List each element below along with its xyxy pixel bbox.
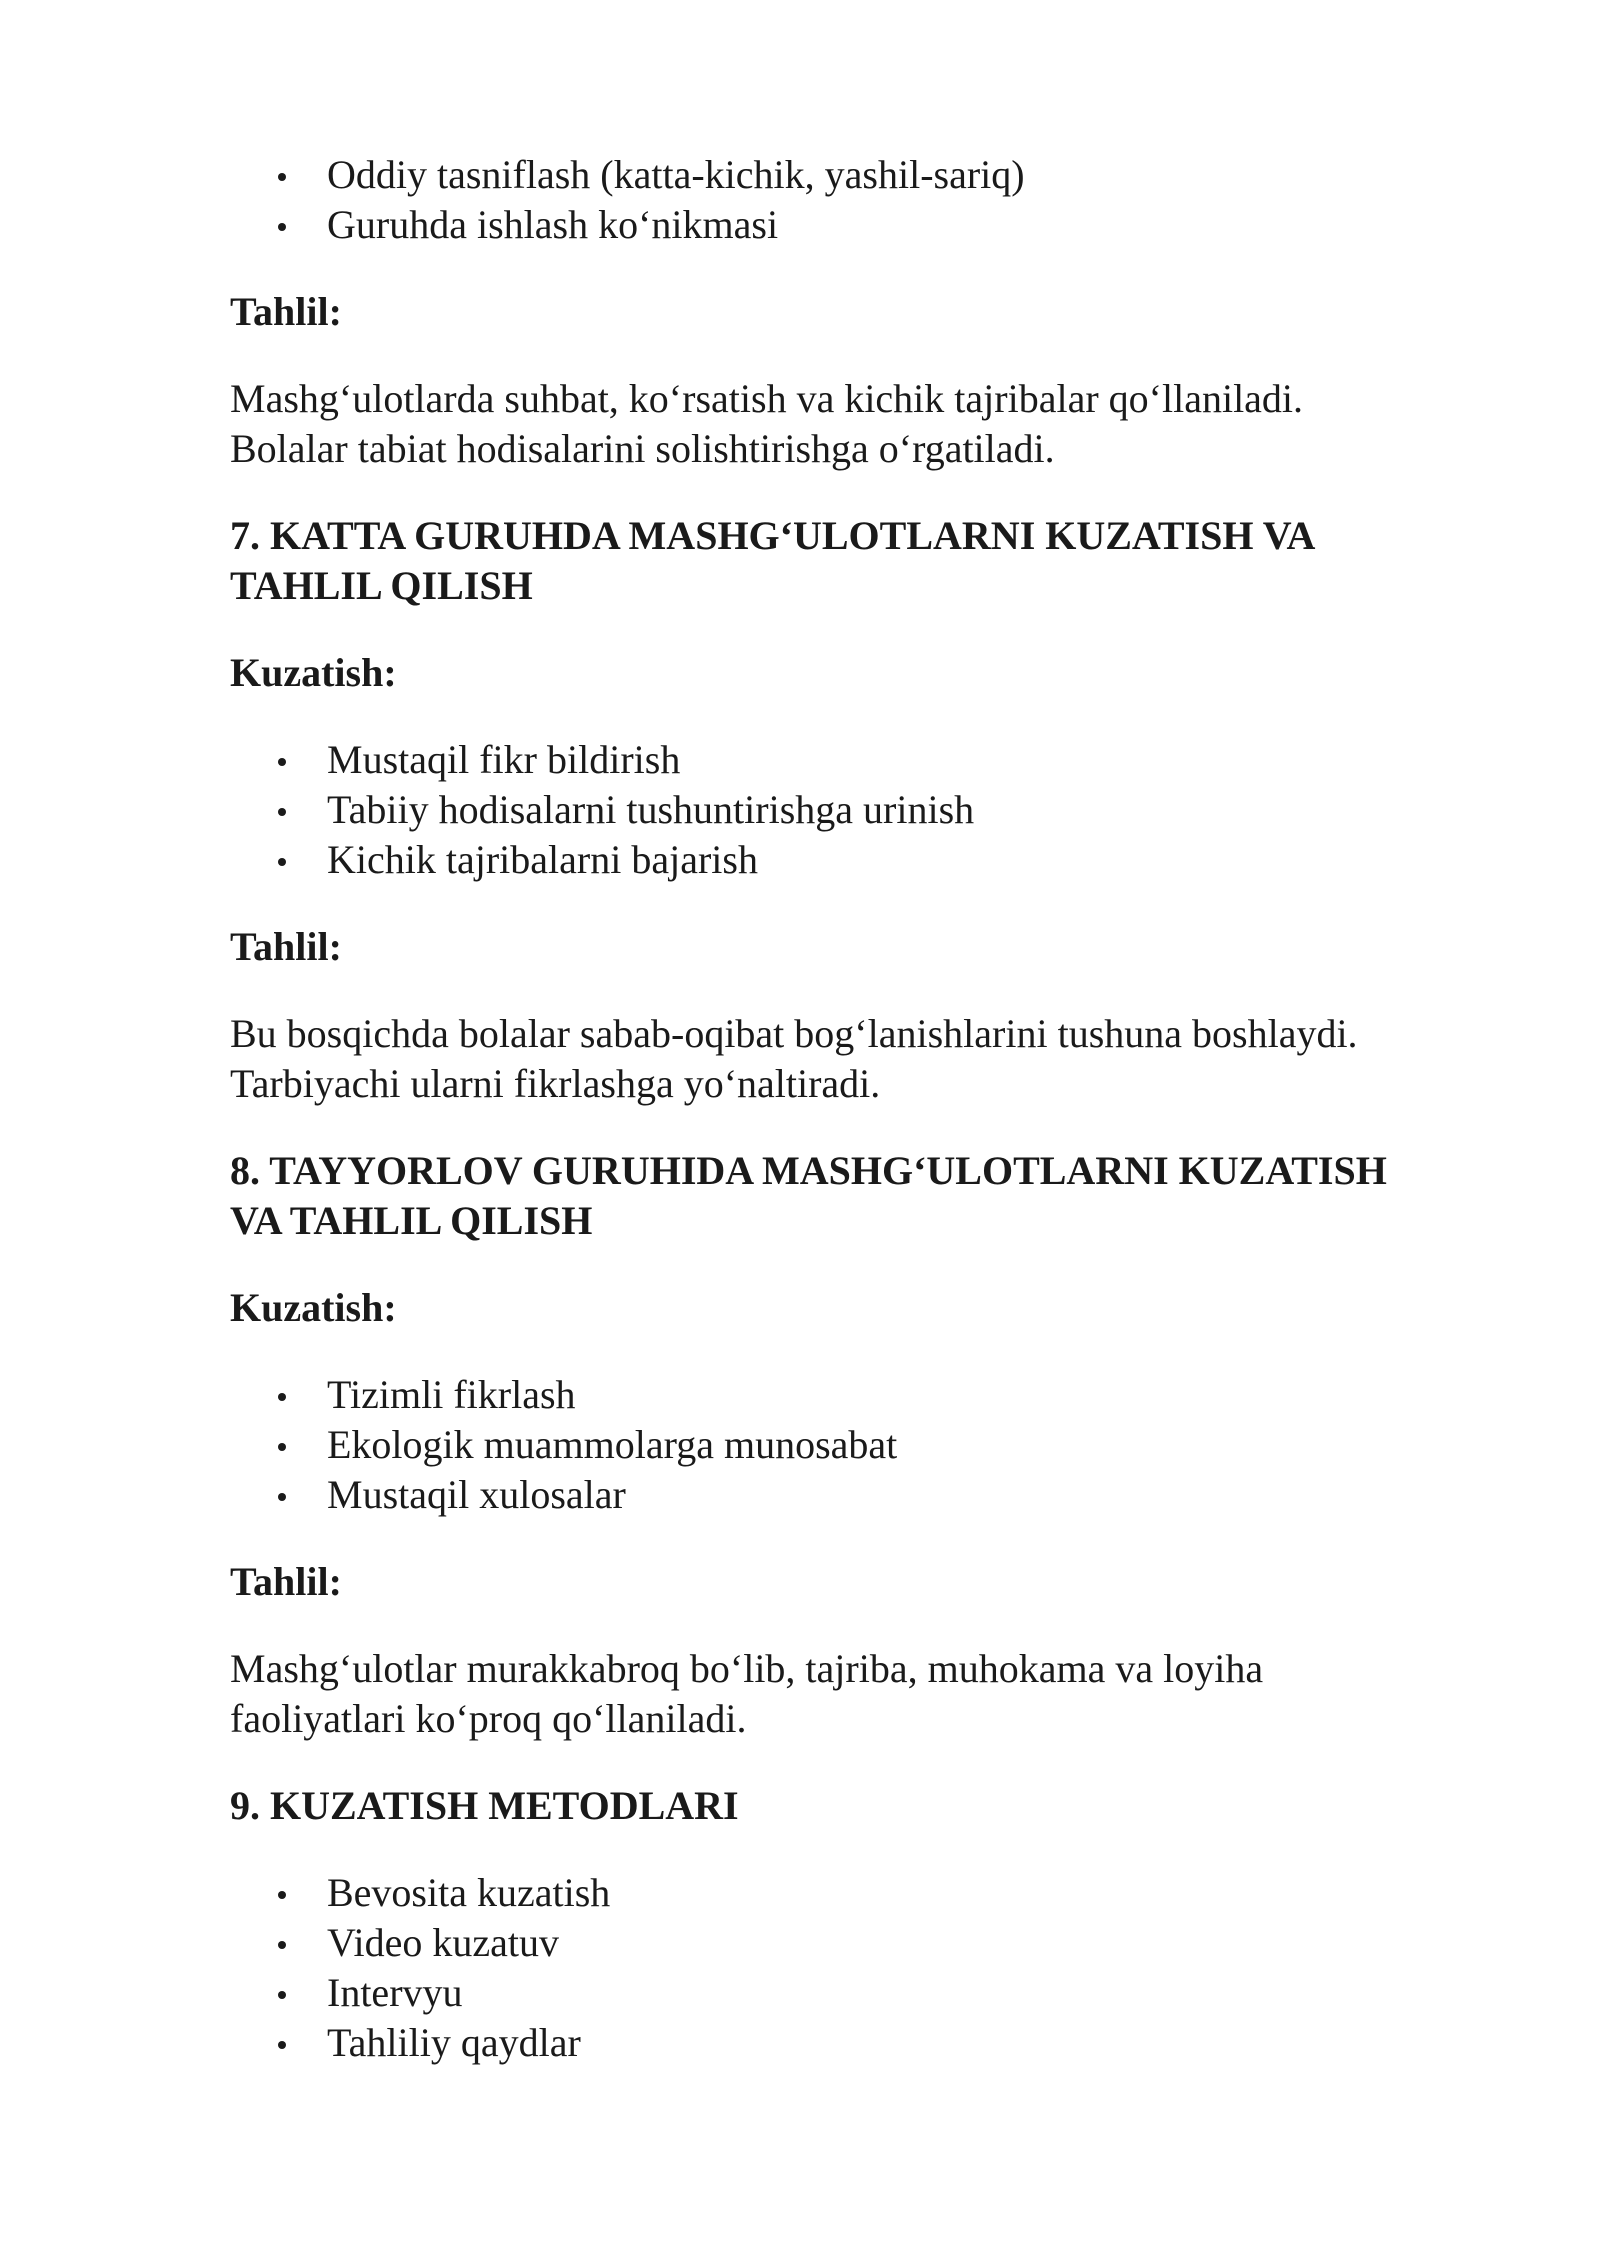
- list-item: Kichik tajribalarni bajarish: [230, 835, 1490, 885]
- list-item: Tabiiy hodisalarni tushuntirishga urinish: [230, 785, 1490, 835]
- bullet-icon: [278, 173, 286, 181]
- kuzatish-label: Kuzatish:: [230, 1285, 397, 1330]
- list-item: Tizimli fikrlash: [230, 1370, 1490, 1420]
- list-item: Ekologik muammolarga munosabat: [230, 1420, 1490, 1470]
- bullet-icon: [278, 1991, 286, 1999]
- list-item: Mustaqil fikr bildirish: [230, 735, 1490, 785]
- list-item: Oddiy tasniflash (katta-kichik, yashil-sariq): [230, 150, 1490, 200]
- bullet-icon: [278, 1443, 286, 1451]
- section-heading-7: 7. KATTA GURUHDA MASHG‘ULOTLARNI KUZATISH VA TAHLIL QILISH: [230, 513, 1316, 608]
- list-item: Video kuzatuv: [230, 1918, 1490, 1968]
- bullet-icon: [278, 223, 286, 231]
- tahlil-label: Tahlil:: [230, 289, 342, 334]
- analysis-paragraph: Bu bosqichda bolalar sabab-oqibat bog‘lanishlarini tushuna boshlaydi. Tarbiyachi ularni fikrlashga yo‘naltiradi.: [230, 1011, 1358, 1106]
- analysis-paragraph: Mashg‘ulotlarda suhbat, ko‘rsatish va kichik tajribalar qo‘llaniladi. Bolalar tabiat hodisalarini solishtirishga o‘rgatiladi.: [230, 376, 1304, 471]
- tahlil-label: Tahlil:: [230, 924, 342, 969]
- bullet-icon: [278, 1941, 286, 1949]
- list-item: Tahliliy qaydlar: [230, 2018, 1490, 2068]
- bullet-icon: [278, 808, 286, 816]
- list-item: Bevosita kuzatish: [230, 1868, 1490, 1918]
- analysis-paragraph: Mashg‘ulotlar murakkabroq bo‘lib, tajriba, muhokama va loyiha faoliyatlari ko‘proq qo‘llaniladi.: [230, 1646, 1264, 1741]
- list-item: Guruhda ishlash ko‘nikmasi: [230, 200, 1490, 250]
- bullet-list-9: [230, 1868, 1490, 2068]
- bullet-icon: [278, 758, 286, 766]
- document-page: [230, 150, 1490, 2068]
- list-item: Mustaqil xulosalar: [230, 1470, 1490, 1520]
- section-heading-9: 9. KUZATISH METODLARI: [230, 1783, 739, 1828]
- bullet-list-8: [230, 1370, 1490, 1520]
- bullet-list-7: [230, 735, 1490, 885]
- bullet-list-a: [230, 150, 1490, 250]
- section-heading-8: 8. TAYYORLOV GURUHIDA MASHG‘ULOTLARNI KUZATISH VA TAHLIL QILISH: [230, 1148, 1387, 1243]
- list-item: Intervyu: [230, 1968, 1490, 2018]
- bullet-icon: [278, 2041, 286, 2049]
- kuzatish-label: Kuzatish:: [230, 650, 397, 695]
- tahlil-label: Tahlil:: [230, 1559, 342, 1604]
- bullet-icon: [278, 1891, 286, 1899]
- bullet-icon: [278, 1393, 286, 1401]
- bullet-icon: [278, 1493, 286, 1501]
- bullet-icon: [278, 858, 286, 866]
